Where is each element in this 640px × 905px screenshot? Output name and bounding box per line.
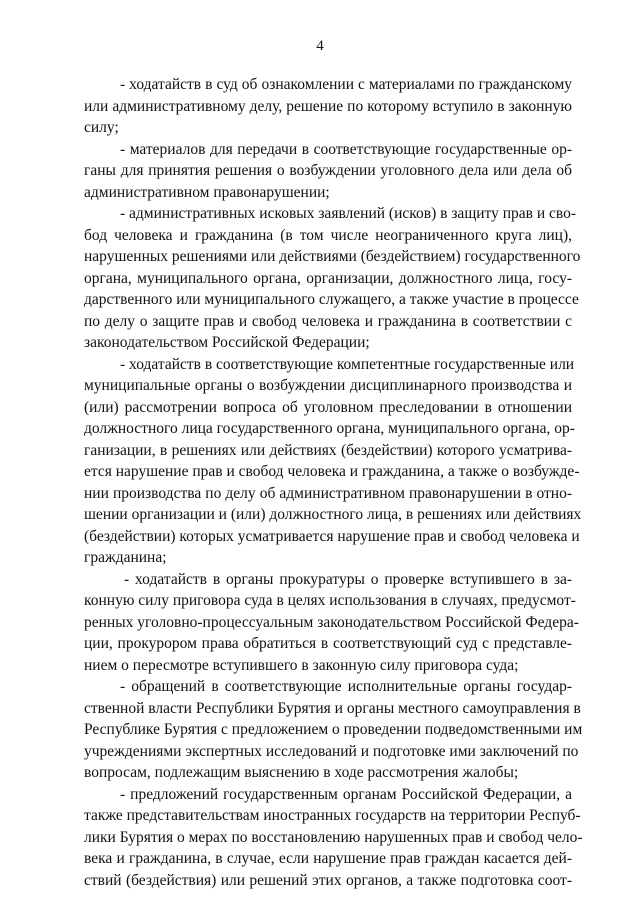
- text-line: - обращений в соответствующие исполнительные органы государ-: [120, 678, 572, 695]
- text-line: ется нарушение прав и свобод человека и гражданина, а также о возбужде-: [84, 463, 580, 480]
- text-line: органа, муниципального органа, организации, должностного лица, госу-: [84, 269, 572, 287]
- text-line: (или) рассмотрении вопроса об уголовном преследовании в отношении: [84, 398, 572, 416]
- text-line: Республике Бурятия с предложением о проведении подведомственными им: [84, 721, 583, 738]
- text-line: - ходатайств в суд об ознакомлении с материалами по гражданскому: [120, 76, 572, 93]
- document-body: [84, 74, 583, 891]
- text-line: нием о пересмотре вступившего в законную силу приговора суда;: [84, 656, 519, 674]
- text-line: шении организации и (или) должностного лица, в решениях или действиях: [84, 506, 582, 523]
- text-line: ганизации, в решениях или действиях (бездействии) которого усматрива-: [84, 441, 572, 459]
- paragraph-executive-appeals: [84, 676, 583, 784]
- text-line: - административных исковых заявлений (исков) в защиту прав и сво-: [120, 205, 577, 222]
- text-line: силу;: [84, 119, 119, 136]
- text-line: должностного лица государственного органа, муниципального органа, ор-: [84, 420, 575, 437]
- text-line: нарушенных решениями или действиями (бездействием) государственного: [84, 248, 581, 265]
- text-line: также представительствам иностранных государств на территории Респуб-: [84, 807, 581, 824]
- paragraph-disciplinary-petitions: [84, 354, 582, 569]
- text-line: административном правонарушении;: [84, 183, 330, 201]
- paragraph-materials-transfer: [84, 139, 572, 204]
- text-line: - предложений государственным органам Российской Федерации, а: [120, 785, 572, 803]
- text-line: - ходатайств в органы прокуратуры о проверке вступившего в за-: [124, 570, 572, 588]
- text-line: ренных уголовно-процессуальным законодательством Российской Федера-: [84, 613, 579, 631]
- text-line: лики Бурятия о мерах по восстановлению нарушенных прав и свобод чело-: [84, 828, 583, 846]
- text-line: ствий (бездействия) или решений этих органов, а также подготовка соот-: [84, 871, 572, 889]
- text-line: нии производства по делу об административном правонарушении в отно-: [84, 484, 572, 502]
- text-line: муниципальные органы о возбуждении дисциплинарного производства и: [84, 377, 572, 394]
- paragraph-prosecution-petitions: [84, 569, 579, 677]
- text-line: конную силу приговора суда в целях использования в случаях, предусмот-: [84, 592, 576, 609]
- text-line: - материалов для передачи в соответствующие государственные ор-: [120, 140, 572, 158]
- text-line: учреждениями экспертных исследований и подготовке ими заключений по: [84, 742, 579, 760]
- paragraph-federal-proposals: [84, 784, 583, 892]
- page-number: 4: [316, 38, 324, 54]
- text-line: ции, прокурором права обратиться в соответствующий суд с представле-: [84, 635, 572, 652]
- text-line: гражданина;: [84, 549, 167, 566]
- text-line: ганы для принятия решения о возбуждении уголовного дела или дела об: [84, 162, 572, 179]
- text-line: по делу о защите прав и свобод человека и гражданина в соответствии с: [84, 312, 572, 330]
- paragraph-administrative-claims: [84, 203, 581, 354]
- text-line: или административному делу, решение по которому вступило в законную: [84, 97, 572, 115]
- text-line: ственной власти Республики Бурятия и органы местного самоуправления в: [84, 699, 581, 717]
- text-line: вопросам, подлежащим выяснению в ходе рассмотрения жалобы;: [84, 764, 519, 781]
- text-line: (бездействии) которых усматривается нарушение прав и свобод человека и: [84, 527, 580, 545]
- text-line: дарственного или муниципального служащего, а также участие в процессе: [84, 291, 579, 308]
- paragraph-petitions-court: [84, 74, 572, 139]
- text-line: - ходатайств в соответствующие компетентные государственные или: [120, 355, 575, 373]
- text-line: бод человека и гражданина (в том числе неограниченного круга лиц),: [84, 226, 572, 244]
- text-line: законодательством Российской Федерации;: [84, 334, 370, 351]
- text-line: века и гражданина, в случае, если нарушение прав граждан касается дей-: [84, 850, 572, 867]
